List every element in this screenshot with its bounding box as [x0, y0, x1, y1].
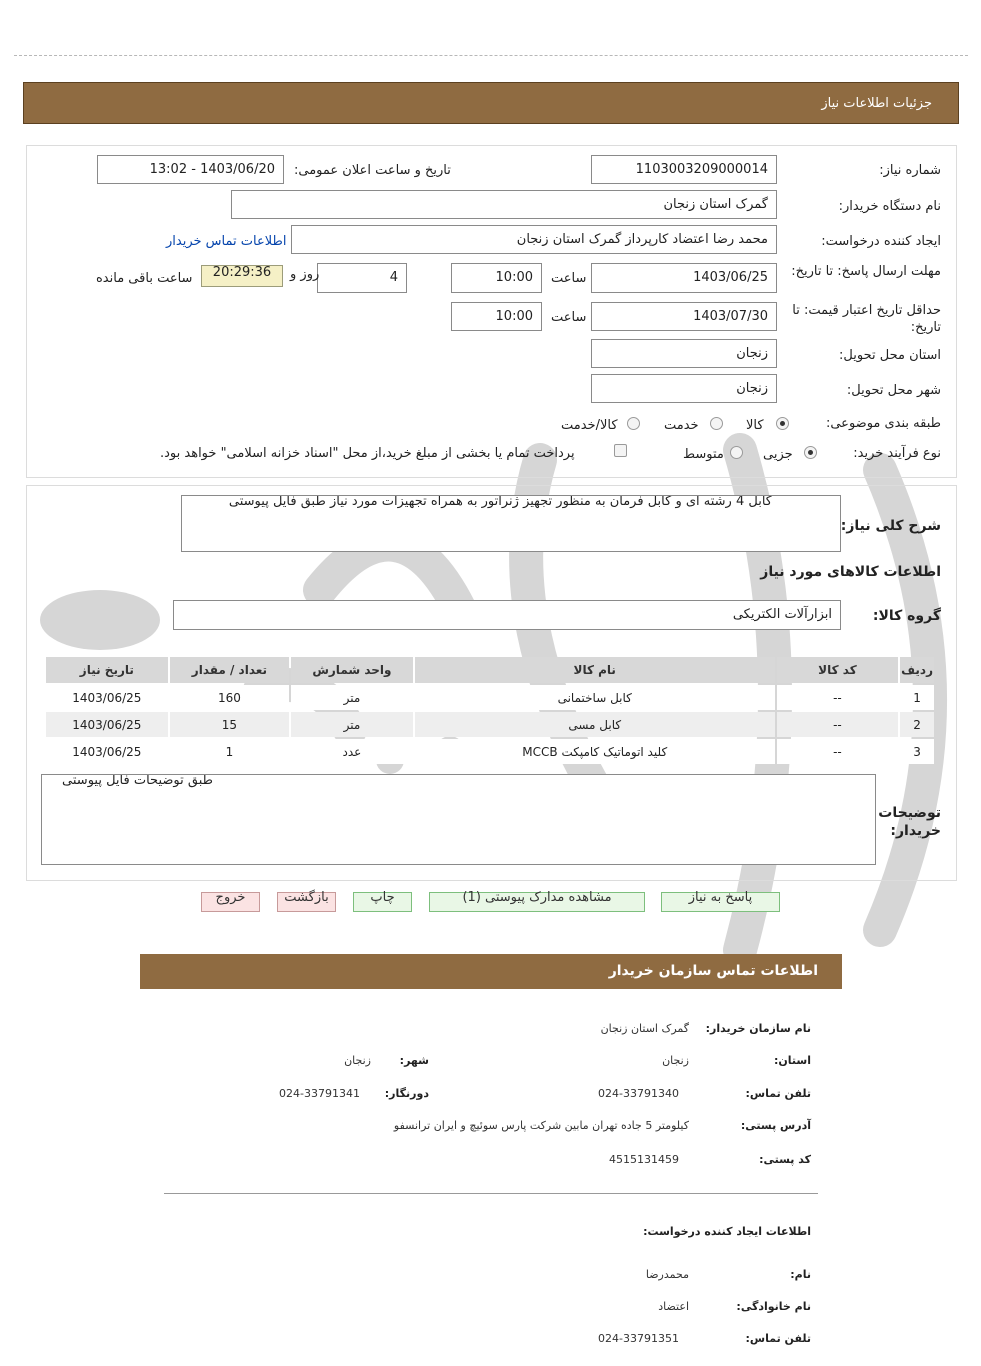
creator-field: محمد رضا اعتضاد کارپرداز گمرک استان زنجان — [291, 225, 777, 254]
validity-time-field: 10:00 — [451, 302, 542, 331]
details-header-title: جزئیات اطلاعات نیاز — [821, 96, 932, 111]
category-both-label: کالا/خدمت — [561, 418, 618, 433]
goods-info-heading: اطلاعات کالاهای مورد نیاز — [760, 564, 941, 580]
contact-header — [140, 954, 842, 989]
summary-label: شرح کلی نیاز: — [840, 518, 941, 534]
table-row: 3 -- کلید اتوماتیک کامپکت MCCB عدد 1 1403/06/25 — [46, 739, 934, 764]
days-label: روز و — [290, 267, 320, 282]
category-service-label: خدمت — [664, 418, 699, 433]
print-button[interactable]: چاپ — [353, 892, 412, 912]
city-label: شهر محل تحویل: — [846, 383, 941, 398]
creator-last-name-label: نام خانوادگی: — [736, 1300, 811, 1313]
contact-divider — [164, 1193, 818, 1194]
col-unit: واحد شمارش — [291, 657, 413, 683]
group-label: گروه کالا: — [872, 608, 941, 624]
buyer-notes-label: توضیحات خریدار: — [878, 805, 941, 839]
days-field: 4 — [317, 263, 407, 293]
creator-first-name: محمدرضا — [645, 1268, 689, 1281]
category-label: طبقه بندی موضوعی: — [825, 416, 941, 431]
deadline-label: مهلت ارسال پاسخ: تا تاریخ: — [791, 264, 941, 279]
creator-label: ایجاد کننده درخواست: — [821, 234, 941, 249]
process-label: نوع فرآیند خرید: — [853, 446, 941, 461]
province-label: استان محل تحویل: — [839, 348, 941, 363]
creator-info-heading: اطلاعات ایجاد کننده درخواست: — [643, 1225, 811, 1238]
back-button[interactable]: بازگشت — [277, 892, 336, 912]
contact-org-label: نام سازمان خریدار: — [705, 1022, 811, 1035]
process-minor-radio[interactable] — [804, 446, 817, 459]
creator-phone-label: تلفن تماس: — [745, 1332, 811, 1345]
announce-field: 1403/06/20 - 13:02 — [97, 155, 284, 184]
table-row: 2 -- کابل مسی متر 15 1403/06/25 — [46, 712, 934, 737]
col-date: تاریخ نیاز — [46, 657, 168, 683]
buyer-contact-link[interactable]: اطلاعات تماس خریدار — [166, 234, 287, 249]
remaining-label: ساعت باقی مانده — [96, 271, 193, 286]
reply-button[interactable]: پاسخ به نیاز — [661, 892, 780, 912]
creator-phone: 024-33791351 — [598, 1332, 679, 1345]
validity-time-label: ساعت — [551, 310, 587, 325]
view-attachments-button[interactable]: مشاهده مدارک پیوستی (1) — [429, 892, 645, 912]
contact-postal-label: کد پستی: — [759, 1153, 811, 1166]
creator-last-name: اعتضاد — [658, 1300, 689, 1313]
col-code: کد کالا — [777, 657, 898, 683]
contact-fax: 024-33791341 — [279, 1087, 360, 1100]
contact-address-label: آدرس پستی: — [740, 1119, 811, 1132]
validity-label: حداقل تاریخ اعتبار قیمت: تا تاریخ: — [792, 303, 941, 335]
process-medium-radio[interactable] — [730, 446, 743, 459]
contact-city: زنجان — [344, 1054, 371, 1067]
buyer-org-field: گمرک استان زنجان — [231, 190, 777, 219]
group-field: ابزارآلات الکتریکی — [173, 600, 841, 630]
need-number-field: 1103003209000014 — [591, 155, 777, 184]
details-header — [23, 82, 959, 124]
exit-button[interactable]: خروج — [201, 892, 260, 912]
process-minor-label: جزیی — [763, 447, 793, 462]
goods-table — [44, 655, 936, 766]
remaining-timer: 20:29:36 — [201, 265, 283, 287]
process-medium-label: متوسط — [683, 447, 724, 462]
announce-label: تاریخ و ساعت اعلان عمومی: — [294, 163, 451, 178]
treasury-payment-note: پرداخت تمام یا بخشی از مبلغ خرید،از محل "اسناد خزانه اسلامی" خواهد بود. — [160, 446, 575, 461]
contact-province-label: استان: — [774, 1054, 811, 1067]
category-both-radio[interactable] — [627, 417, 640, 430]
col-row: ردیف — [900, 657, 934, 683]
col-qty: تعداد / مقدار — [170, 657, 289, 683]
summary-field: کابل 4 رشته ای و کابل فرمان به منظور تجهیز ژنراتور به همراه تجهیزات مورد نیاز طبق فایل پیوستی — [181, 495, 841, 552]
contact-province: زنجان — [662, 1054, 689, 1067]
goods-table-header — [46, 657, 934, 683]
province-field: زنجان — [591, 339, 777, 368]
creator-first-name-label: نام: — [790, 1268, 811, 1281]
contact-postal: 4515131459 — [609, 1153, 679, 1166]
buyer-org-label: نام دستگاه خریدار: — [838, 199, 941, 214]
contact-org: گمرک استان زنجان — [600, 1022, 689, 1035]
city-field: زنجان — [591, 374, 777, 403]
validity-date-field: 1403/07/30 — [591, 302, 777, 331]
contact-phone: 024-33791340 — [598, 1087, 679, 1100]
deadline-time-field: 10:00 — [451, 263, 542, 293]
buyer-notes-field: طبق توضیحات فایل پیوستی — [41, 774, 876, 865]
table-row: 1 -- کابل ساختمانی متر 160 1403/06/25 — [46, 685, 934, 710]
category-goods-label: کالا — [746, 418, 764, 433]
contact-city-label: شهر: — [399, 1054, 429, 1067]
col-name: نام کالا — [415, 657, 775, 683]
category-goods-radio[interactable] — [776, 417, 789, 430]
contact-header-title: اطلاعات تماس سازمان خریدار — [608, 963, 818, 979]
need-number-label: شماره نیاز: — [879, 163, 941, 178]
contact-fax-label: دورنگار: — [384, 1087, 429, 1100]
contact-address: کیلومتر 5 جاده تهران مابین شرکت پارس سوئیچ و ایران ترانسفو — [393, 1119, 689, 1132]
treasury-payment-checkbox[interactable] — [614, 444, 627, 457]
category-service-radio[interactable] — [710, 417, 723, 430]
contact-phone-label: تلفن تماس: — [745, 1087, 811, 1100]
deadline-time-label: ساعت — [551, 271, 587, 286]
deadline-date-field: 1403/06/25 — [591, 263, 777, 293]
top-divider — [14, 55, 968, 56]
